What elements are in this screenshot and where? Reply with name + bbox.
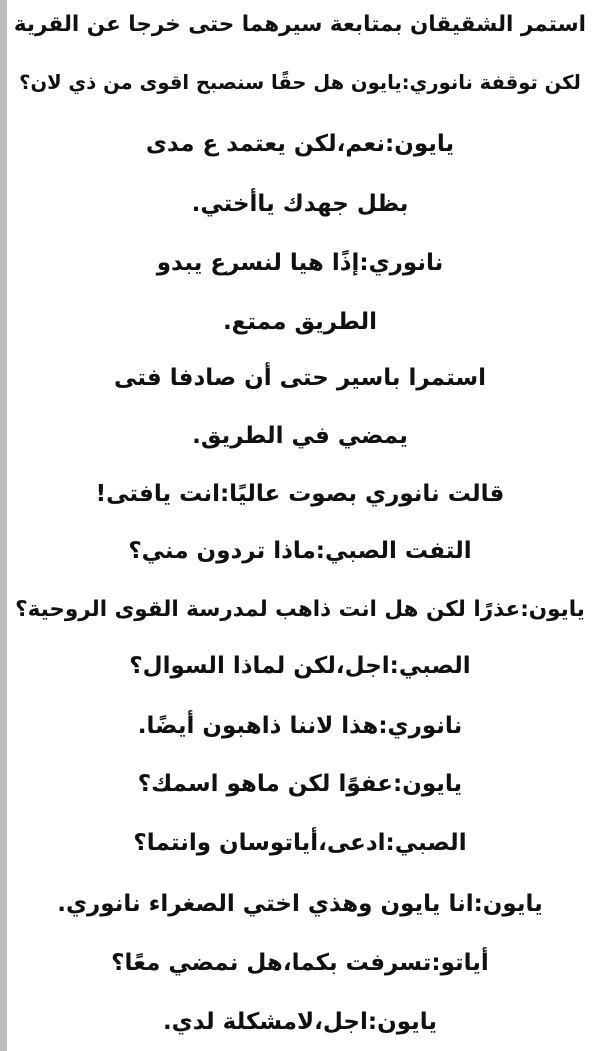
text-line: نانوري:هذا لاننا ذاهبون أيضًا. — [137, 713, 463, 739]
text-line: قالت نانوري بصوت عاليًا:انت يافتى! — [95, 481, 505, 507]
text-line: استمر الشقيقان بمتابعة سيرهما حتى خرجا عن القرية — [13, 12, 586, 37]
text-line: يايون:نعم،لكن يعتمد ع مدى — [145, 131, 455, 157]
text-line: يمضي في الطريق. — [192, 423, 408, 449]
text-line: نانوري:إذًا هيا لنسرع يبدو — [156, 250, 444, 276]
text-line: الصبي:ادعى،أياتوسان وانتما؟ — [133, 830, 467, 856]
text-line: يايون:عذرًا لكن هل انت ذاهب لمدرسة القوى الروحية؟ — [15, 597, 585, 622]
text-line: لكن توقفة نانوري:يايون هل حقًا سنصبح اقوى من ذي لان؟ — [19, 71, 581, 94]
text-line: الصبي:اجل،لكن لماذا السوال؟ — [129, 653, 471, 679]
text-line: بظل جهدك ياأختي. — [191, 191, 409, 217]
text-line: أياتو:تسرفت بكما،هل نمضي معًا؟ — [111, 950, 489, 976]
text-line: يايون:عفوًا لكن ماهو اسمك؟ — [137, 771, 463, 797]
text-line: التفت الصبي:ماذا تردون مني؟ — [128, 538, 472, 564]
text-line: يايون:انا يايون وهذي اختي الصغراء نانوري. — [57, 891, 543, 917]
text-line: يايون:اجل،لامشكلة لدي. — [162, 1009, 438, 1035]
text-line: الطريق ممتع. — [222, 309, 378, 335]
page-edge-shadow — [0, 0, 7, 1051]
text-line: استمرا باسير حتى أن صادفا فتى — [114, 365, 486, 391]
